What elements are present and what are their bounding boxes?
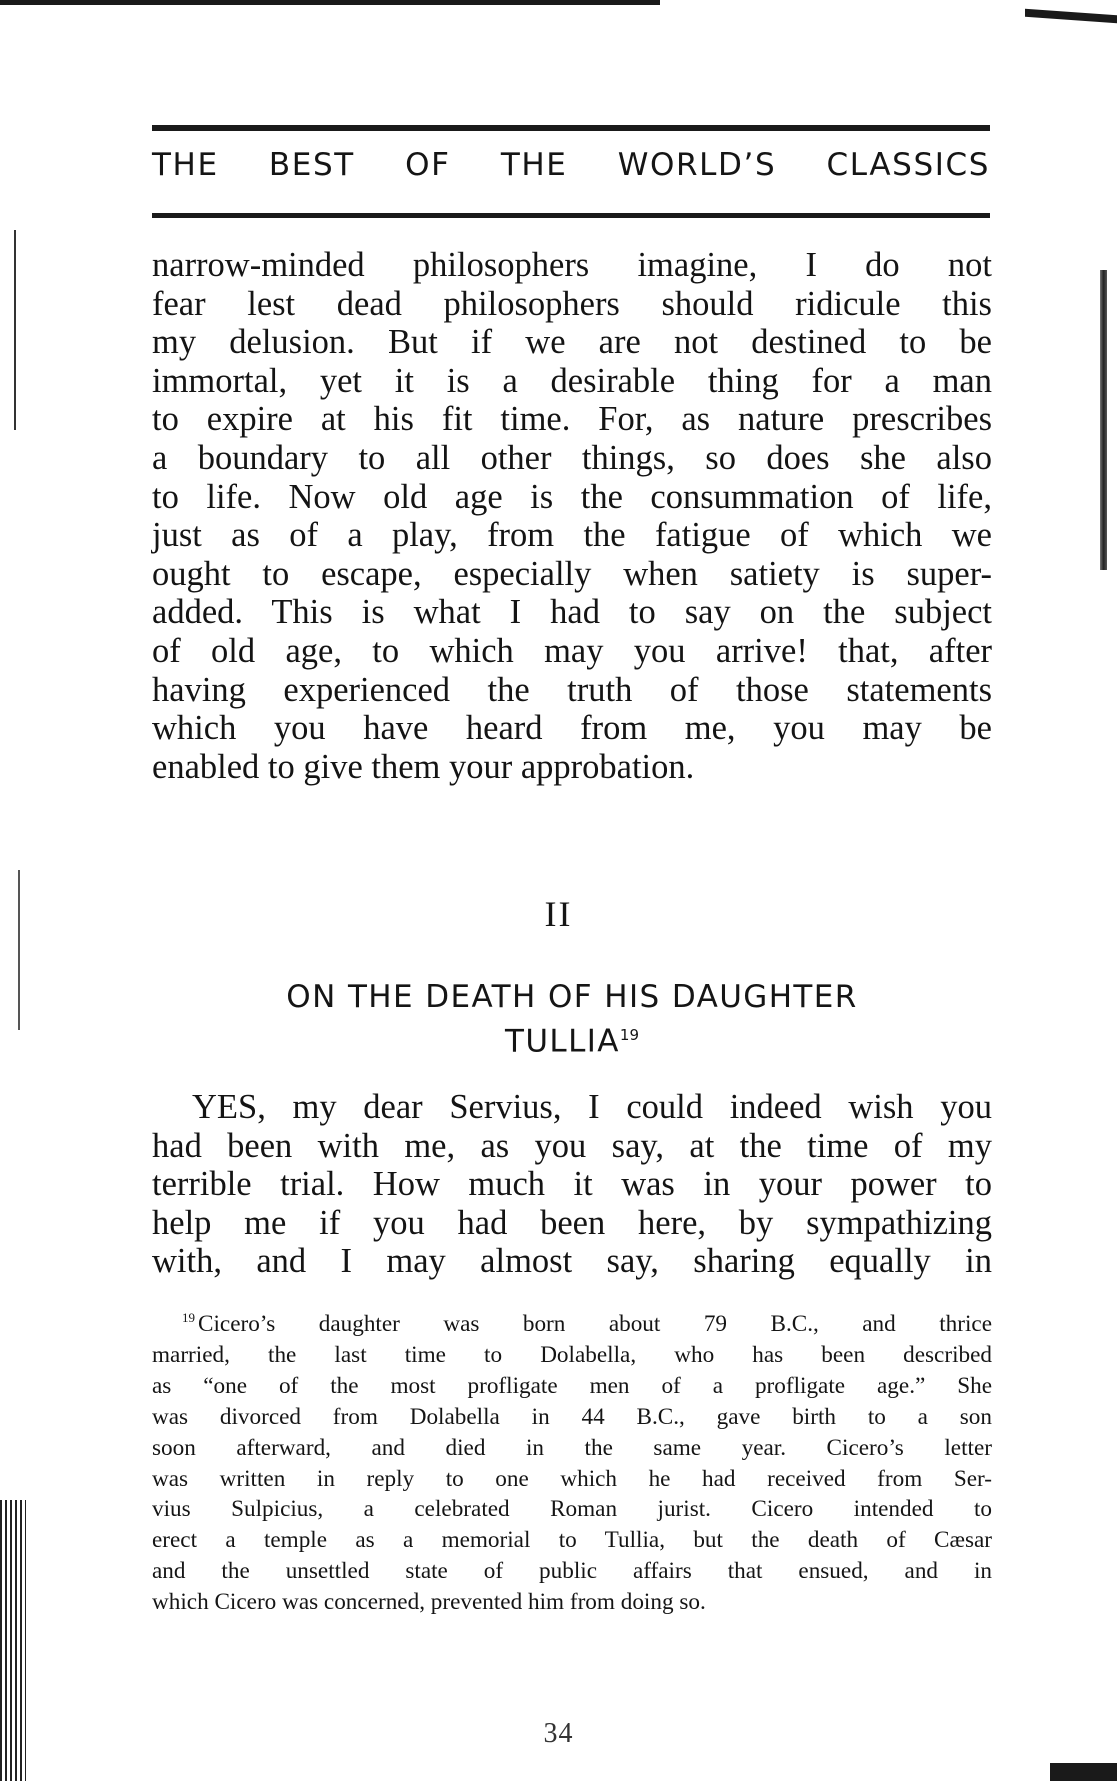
- scan-edge-left-mark: [18, 870, 20, 1030]
- section-title: [152, 978, 992, 1060]
- text-line: my delusion. But if we are not destined to be: [152, 323, 992, 362]
- header-rule-top: [152, 125, 990, 131]
- opening-rest: , my dear Servius, I could indeed wish you: [257, 1088, 992, 1126]
- footnote-line: soon afterward, and died in the same year. Cicero’s letter: [152, 1434, 992, 1461]
- footnote-line: [152, 1309, 992, 1340]
- text-line: narrow-minded philosophers imagine, I do not: [152, 246, 992, 284]
- footnote-reference[interactable]: 19: [619, 1026, 639, 1044]
- header-rule-bottom: [152, 213, 990, 218]
- text-line: had been with me, as you say, at the time of my: [152, 1126, 992, 1165]
- text-line: to expire at his fit time. For, as nature prescribes: [152, 400, 992, 439]
- footnote-line: erect a temple as a memorial to Tullia, but the death of Cæsar: [152, 1527, 992, 1554]
- text-line: of old age, to which may you arrive! that, after: [152, 631, 992, 670]
- section-title-line-2: [152, 1016, 992, 1060]
- footnote: [152, 1309, 992, 1618]
- text-line: just as of a play, from the fatigue of which we: [152, 516, 992, 555]
- text-line: with, and I may almost say, sharing equally in: [152, 1242, 992, 1281]
- footnote-line-text: Cicero’s daughter was born about 79 B.C., and thrice: [198, 1311, 992, 1337]
- text-line: fear lest dead philosophers should ridicule this: [152, 284, 992, 323]
- letter-paragraph: [152, 1088, 992, 1281]
- scan-edge-bottom-right: [1050, 1763, 1117, 1781]
- text-line: help me if you had been here, by sympathizing: [152, 1203, 992, 1242]
- footnote-line: which Cicero was concerned, prevented him from doing so.: [152, 1589, 706, 1616]
- text-line: to life. Now old age is the consummation of life,: [152, 477, 992, 516]
- scan-edge-top-right: [1025, 9, 1117, 23]
- opening-word: YES: [192, 1088, 258, 1126]
- scan-edge-left-mark: [14, 230, 16, 430]
- text-line: ought to escape, especially when satiety is super-: [152, 554, 992, 593]
- footnote-line: vius Sulpicius, a celebrated Roman jurist. Cicero intended to: [152, 1496, 992, 1523]
- scan-edge-right: [1100, 270, 1107, 570]
- footnote-line: was written in reply to one which he had received from Ser-: [152, 1465, 992, 1492]
- text-line: added. This is what I had to say on the subject: [152, 593, 992, 632]
- text-line: [152, 1088, 992, 1127]
- essay-ending-paragraph: [152, 246, 992, 786]
- text-line: immortal, yet it is a desirable thing for a man: [152, 361, 992, 400]
- section-title-line: ON THE DEATH OF HIS DAUGHTER: [286, 979, 858, 1015]
- footnote-line: married, the last time to Dolabella, who has been described: [152, 1341, 992, 1368]
- footnote-marker: 19: [182, 1310, 195, 1325]
- section-title-name: TULLIA: [504, 1023, 620, 1060]
- text-line: terrible trial. How much it was in your power to: [152, 1165, 992, 1204]
- footnote-line: as “one of the most profligate men of a profligate age.” She: [152, 1372, 992, 1399]
- footnote-line: and the unsettled state of public affairs that ensued, and in: [152, 1558, 992, 1585]
- text-line: enabled to give them your approbation.: [152, 747, 695, 786]
- text-line: having experienced the truth of those statements: [152, 670, 992, 709]
- footnote-line: was divorced from Dolabella in 44 B.C., gave birth to a son: [152, 1403, 992, 1430]
- scan-edge-top: [0, 0, 660, 5]
- running-head: THE BEST OF THE WORLD’S CLASSICS: [152, 147, 990, 183]
- page-number: 34: [543, 1718, 574, 1749]
- text-line: a boundary to all other things, so does she also: [152, 438, 992, 477]
- section-number: II: [544, 894, 573, 934]
- text-line: which you have heard from me, you may be: [152, 709, 992, 748]
